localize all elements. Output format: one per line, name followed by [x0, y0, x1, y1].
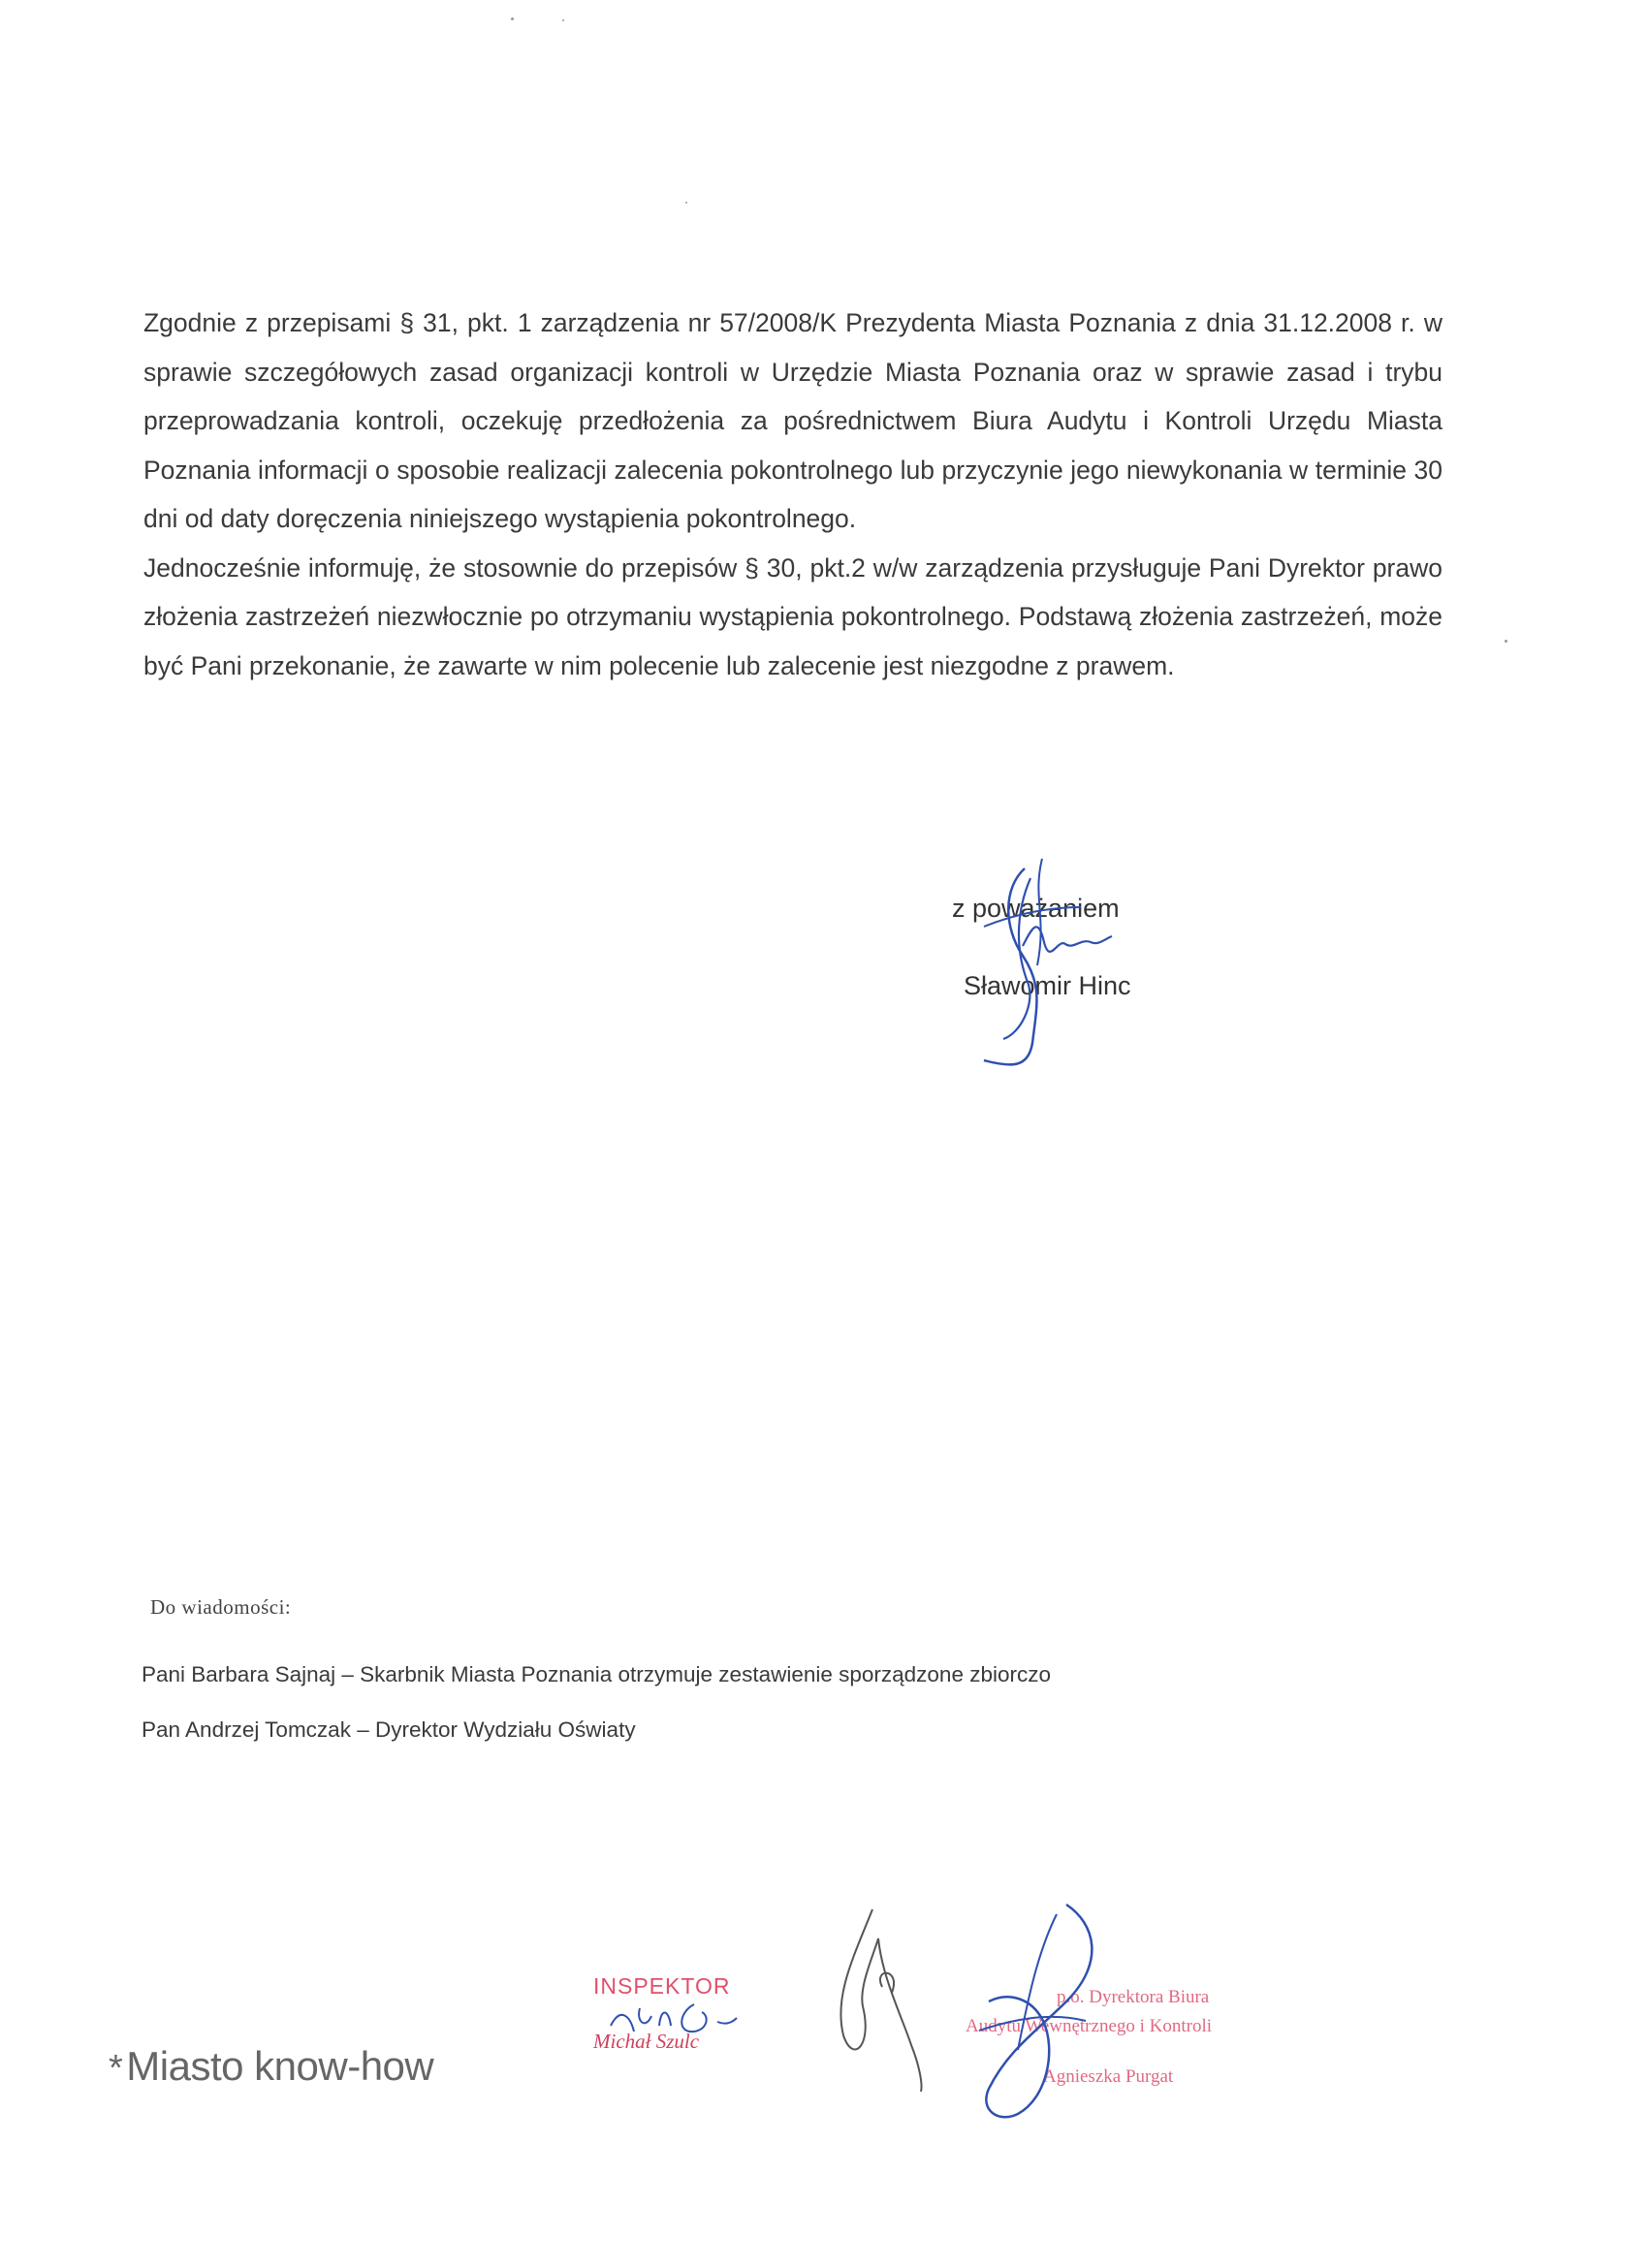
closing-salutation: z poważaniem: [952, 894, 1120, 923]
inspector-stamp: [582, 1968, 776, 2064]
scan-speck: [685, 202, 687, 204]
cc-heading: Do wiadomości:: [150, 1595, 292, 1619]
handwritten-signature: [965, 849, 1120, 1078]
director-stamp-line2: Audytu Wewnętrznego i Kontroli: [966, 2016, 1213, 2036]
inspector-stamp-title: INSPEKTOR: [593, 1973, 731, 1999]
scan-speck: [562, 19, 564, 21]
cc-recipient: Pani Barbara Sajnaj – Skarbnik Miasta Poznania otrzymuje zestawienie sporządzone zbiorczo: [142, 1662, 1051, 1686]
paraph-signature: [814, 1900, 940, 2094]
logo-text: Miasto know-how: [126, 2043, 434, 2089]
city-logo: [109, 2043, 433, 2090]
director-stamp-line3: Agnieszka Purgat: [1043, 2066, 1174, 2087]
inspector-stamp-name: Michał Szulc: [593, 2030, 700, 2053]
scan-speck: [511, 17, 514, 20]
signer-name: Sławomir Hinc: [964, 971, 1131, 1000]
logo-star-icon: *: [109, 2048, 123, 2089]
scan-speck: [1505, 640, 1507, 643]
director-signature: [950, 1885, 1134, 2137]
cc-recipient: Pan Andrzej Tomczak – Dyrektor Wydziału Oświaty: [142, 1717, 636, 1742]
letter-body: [143, 299, 1442, 690]
body-paragraph-2: Jednocześnie informuję, że stosownie do przepisów § 30, pkt.2 w/w zarządzenia przysługuje Pani Dyrektor prawo złożenia zastrzeżeń niezwłocznie po otrzymaniu wystąpienia pokontrolnego. Podstawą złożenia zastrzeżeń, może być Pani przekonanie, że zawarte w nim polecenie lub zalecenie jest niezgodne z prawem.: [143, 552, 1442, 680]
inspector-signature: [601, 1987, 776, 2045]
body-paragraph-1: Zgodnie z przepisami § 31, pkt. 1 zarządzenia nr 57/2008/K Prezydenta Miasta Poznania z dnia 31.12.2008 r. w sprawie szczegółowych zasad organizacji kontroli w Urzędzie Miasta Poznania oraz w sprawie zasad i trybu przeprowadzania kontroli, oczekuję przedłożenia za pośrednictwem Biura Audytu i Kontroli Urzędu Miasta Poznania informacji o sposobie realizacji zalecenia pokontrolnego lub przyczynie jego niewykonania w terminie 30 dni od daty doręczenia niniejszego wystąpienia pokontrolnego.: [143, 308, 1442, 533]
director-stamp-line1: p.o. Dyrektora Biura: [1057, 1987, 1210, 2007]
